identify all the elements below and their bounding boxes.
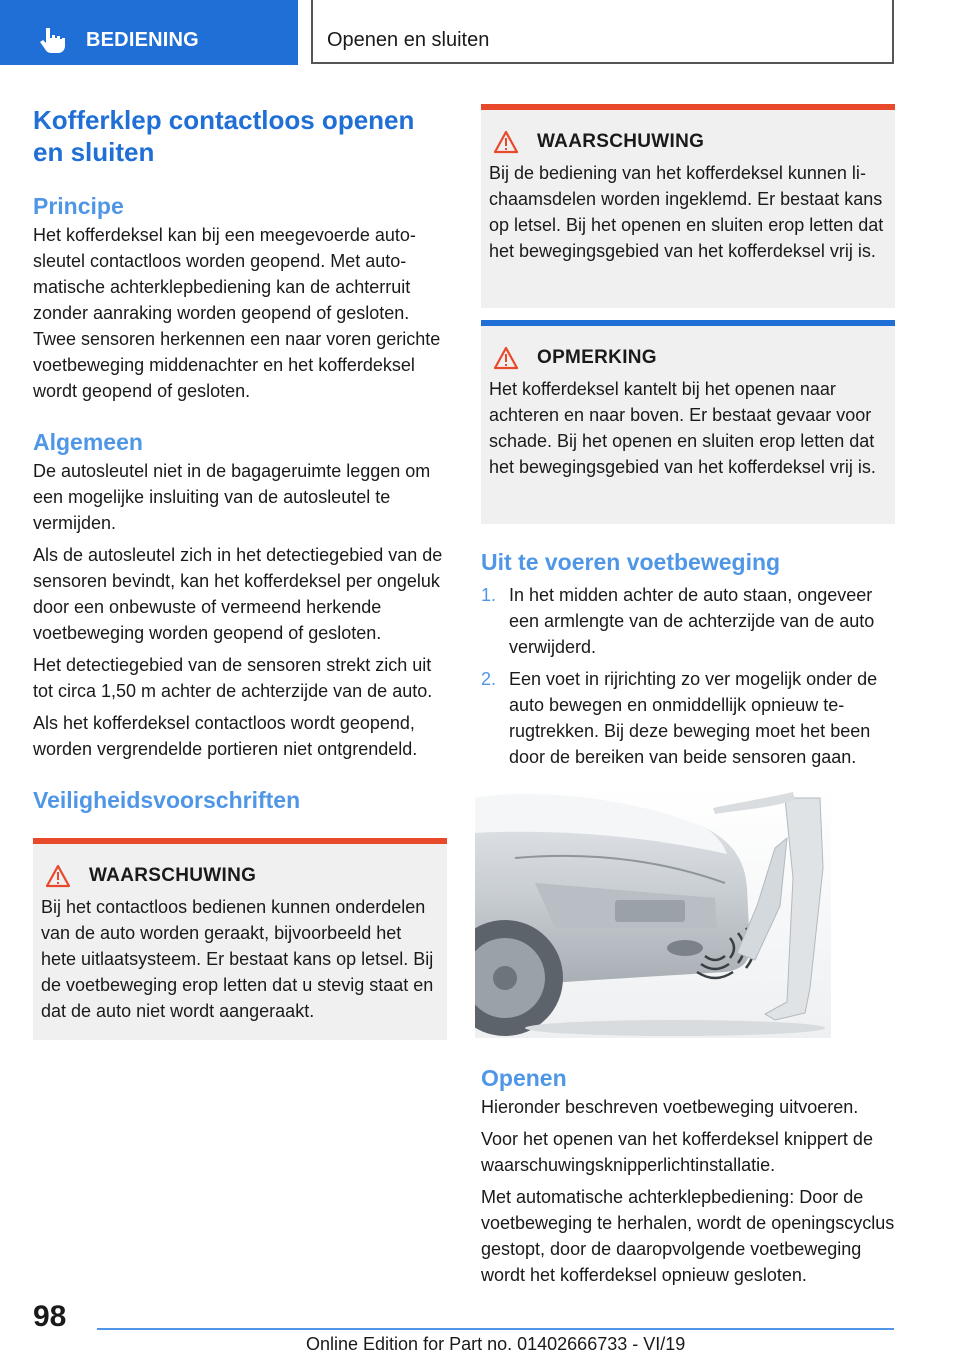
chapter-label: Openen en sluiten bbox=[327, 29, 490, 51]
step-text: Een voet in rijrichting zo ver mogelijk onder de auto bewegen en onmiddellijk opnieuw terugtrekken. Bij deze beweging moet het been door de bereiken van beide sensoren gaan. bbox=[509, 669, 878, 767]
algemeen-heading: Algemeen bbox=[33, 429, 143, 455]
openen-paragraph-2: Voor het openen van het kofferdeksel knippert de waarschuwingsknipperlichtinstallatie. bbox=[481, 1129, 873, 1175]
section-label: BEDIENING bbox=[86, 29, 199, 51]
foot-gesture-illustration bbox=[475, 788, 831, 1038]
footer-divider bbox=[97, 1328, 894, 1330]
warning-triangle-icon bbox=[45, 864, 71, 888]
warning-text: Bij het contactloos bedienen kunnen onderdelen van de auto worden geraakt, bijvoorbeeld het hete uitlaatsysteem. Er bestaat kans op letsel. Bij de voetbeweging erop letten dat u stevig staat en dat de auto niet wordt aangeraakt. bbox=[41, 897, 434, 1021]
principe-text: Het kofferdeksel kan bij een meegevoerde autosleutel contactloos worden geopend. Met automatische achterklepbediening kan de achterruit zonder aanraking worden geopend of gesloten. Twee sensoren herkennen een naar voren gerichte voetbeweging middenachter en het kofferdeksel wordt geopend of gesloten. bbox=[33, 225, 441, 401]
algemeen-paragraph-2: Als de autosleutel zich in het detectiegebied van de sensoren bevindt, kan het kofferdeksel per ongeluk door een onbewuste of vermeend herkende voetbeweging worden geopend of gesloten. bbox=[33, 545, 443, 643]
algemeen-paragraph-4: Als het kofferdeksel contactloos wordt geopend, worden vergrendelde portieren niet ontgrendeld. bbox=[33, 713, 418, 759]
notice-triangle-icon bbox=[493, 346, 519, 370]
note-text: Het kofferdeksel kantelt bij het openen naar achteren en naar boven. Er bestaat gevaar voor schade. Bij het openen en sluiten erop letten dat het bewegingsgebied van het kofferdeksel vrij is. bbox=[489, 379, 876, 477]
warning-title: WAARSCHUWING bbox=[537, 131, 705, 152]
note-title-row bbox=[489, 346, 887, 370]
steps-heading: Uit te voeren voetbeweging bbox=[481, 549, 781, 575]
algemeen-paragraph-1: De autosleutel niet in de bagageruimte leggen om een mogelijke insluiting van de autosleutel te vermijden. bbox=[33, 461, 431, 533]
right-column bbox=[481, 104, 895, 1288]
note-title: OPMERKING bbox=[537, 347, 657, 368]
page-title: Kofferklep contactloos openen en sluiten bbox=[33, 105, 415, 167]
warning-text: Bij de bediening van het kofferdeksel kunnen lichaamsdelen worden ingeklemd. Er bestaat kans op letsel. Bij het openen en sluiten erop letten dat het bewegingsgebied van het kofferdeksel vrij is. bbox=[489, 163, 884, 261]
openen-heading: Openen bbox=[481, 1065, 567, 1091]
warning-triangle-icon bbox=[493, 130, 519, 154]
list-item bbox=[481, 582, 895, 660]
warning-title-row bbox=[41, 864, 439, 888]
left-column bbox=[33, 104, 447, 1040]
warning-box-left bbox=[33, 838, 447, 1040]
openen-paragraph-3: Met automatische achterklepbediening: Door de voetbeweging te herhalen, wordt de openingscyclus gestopt, door de daaropvolgende voetbeweging wordt het kofferdeksel opnieuw gesloten. bbox=[481, 1187, 895, 1285]
note-box bbox=[481, 320, 895, 524]
list-item bbox=[481, 666, 895, 770]
edition-text: Online Edition for Part no. 01402666733 - VI/19 bbox=[306, 1334, 686, 1354]
chapter-header bbox=[311, 0, 894, 64]
section-tab[interactable] bbox=[0, 0, 298, 65]
page-number: 98 bbox=[33, 1300, 67, 1333]
step-number: 2. bbox=[481, 669, 497, 689]
step-text: In het midden achter de auto staan, ongeveer een armlengte van de achterzijde van de auto verwijderd. bbox=[509, 585, 875, 657]
principe-heading: Principe bbox=[33, 193, 124, 219]
warning-title-row bbox=[489, 130, 887, 154]
warning-box-right bbox=[481, 104, 895, 308]
hand-pointer-icon bbox=[38, 26, 68, 54]
step-number: 1. bbox=[481, 585, 497, 605]
car-rear-illustration bbox=[475, 788, 831, 1038]
openen-paragraph-1: Hieronder beschreven voetbeweging uitvoeren. bbox=[481, 1097, 859, 1117]
veiligheid-heading: Veiligheidsvoorschriften bbox=[33, 787, 301, 813]
warning-title: WAARSCHUWING bbox=[89, 865, 257, 886]
algemeen-paragraph-3: Het detectiegebied van de sensoren strekt zich uit tot circa 1,50 m achter de achterzijde van de auto. bbox=[33, 655, 433, 701]
steps-list bbox=[481, 582, 895, 770]
